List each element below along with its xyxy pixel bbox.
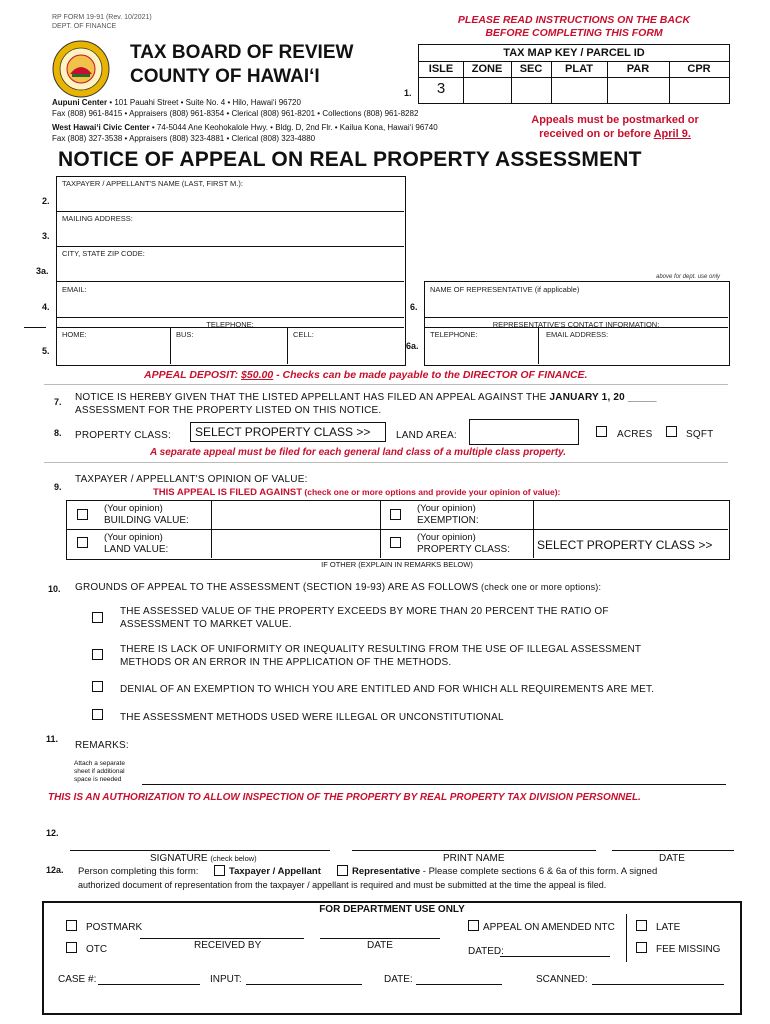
isle-value[interactable]: 3 <box>436 80 446 97</box>
cell-phone-input[interactable] <box>291 340 401 362</box>
item-6a-number: 6a. <box>406 341 419 351</box>
item-1-number: 1. <box>404 88 412 98</box>
received-by-label: RECEIVED BY <box>194 940 262 951</box>
aupuni-phones: Fax (808) 961-8415 • Appraisers (808) 961-8354 • Clerical (808) 961-8201 • Collections (808) 961-8282 <box>52 109 419 118</box>
grounds-note: (check one or more options): <box>478 582 602 592</box>
city-state-zip-input[interactable] <box>60 259 400 279</box>
scan-date-input[interactable] <box>416 984 502 985</box>
acres-checkbox[interactable] <box>596 426 607 437</box>
ground-illegal-checkbox[interactable] <box>92 709 103 720</box>
telephone-label: TELEPHONE: <box>206 320 254 329</box>
department-use-title: FOR DEPARTMENT USE ONLY <box>319 904 465 915</box>
property-class-label: PROPERTY CLASS: <box>75 430 171 441</box>
if-other-note: IF OTHER (EXPLAIN IN REMARKS BELOW) <box>321 560 473 569</box>
sqft-label: SQFT <box>686 429 714 440</box>
date-input[interactable] <box>612 850 734 851</box>
deposit-payable: - Checks can be made payable to the DIRECTOR OF FINANCE. <box>273 369 588 381</box>
aupuni-address: • 101 Pauahi Street • Suite No. 4 • Hilo, Hawai‘i 96720 <box>107 98 301 107</box>
late-checkbox[interactable] <box>636 920 647 931</box>
deposit-label: APPEAL DEPOSIT: <box>144 369 242 381</box>
zone-input[interactable] <box>464 78 510 102</box>
land-value-label: LAND VALUE: <box>104 544 169 555</box>
item-12-number: 12. <box>46 828 59 838</box>
email-input[interactable] <box>60 295 400 315</box>
otc-checkbox[interactable] <box>66 942 77 953</box>
tmk-col-zone: ZONE <box>471 63 503 75</box>
item-4-number: 4. <box>42 302 50 312</box>
main-title: NOTICE OF APPEAL ON REAL PROPERTY ASSESSMENT <box>58 148 642 171</box>
building-opinion-label: (Your opinion) <box>104 503 163 514</box>
ground-exemption-checkbox[interactable] <box>92 681 103 692</box>
notice-text-2: ASSESSMENT FOR THE PROPERTY LISTED ON THIS NOTICE. <box>75 405 382 416</box>
ground-value-exceeds-2: ASSESSMENT TO MARKET VALUE. <box>120 619 292 630</box>
exemption-checkbox[interactable] <box>390 509 401 520</box>
tmk-col-plat: PLAT <box>565 63 593 75</box>
separate-appeal-note: A separate appeal must be filed for each general land class of a multiple class property. <box>150 447 567 458</box>
item-7-number: 7. <box>54 397 62 407</box>
grounds-title: GROUNDS OF APPEAL TO THE ASSESSMENT (SECTION 19-93) ARE AS FOLLOWS <box>75 582 479 593</box>
sec-input[interactable] <box>512 78 550 102</box>
west-hawaii-address: • 74-5044 Ane Keohokalole Hwy. • Bldg. D, 2nd Flr. • Kailua Kona, Hawai‘i 96740 <box>149 123 438 132</box>
representative-note: - Please complete sections 6 & 6a of this form. A signed <box>420 866 658 877</box>
rep-telephone-input[interactable] <box>428 340 534 362</box>
land-area-input[interactable] <box>469 419 579 445</box>
plat-input[interactable] <box>552 78 606 102</box>
case-number-label: CASE #: <box>58 974 97 985</box>
rep-email-input[interactable] <box>542 340 724 362</box>
input-field[interactable] <box>246 984 362 985</box>
ground-illegal-text: THE ASSESSMENT METHODS USED WERE ILLEGAL OR UNCONSTITUTIONAL <box>120 712 504 723</box>
county-title: COUNTY OF HAWAI‘I <box>130 66 320 87</box>
rep-contact-label: REPRESENTATIVE'S CONTACT INFORMATION: <box>492 320 660 329</box>
ground-value-exceeds-checkbox[interactable] <box>92 612 103 623</box>
postmark-label: POSTMARK <box>86 922 143 933</box>
rep-email-label: EMAIL ADDRESS: <box>546 330 609 339</box>
item-5-number: 5. <box>42 346 50 356</box>
tmk-col-cpr: CPR <box>687 63 711 75</box>
ground-uniformity-checkbox[interactable] <box>92 649 103 660</box>
ground-uniformity-1: THERE IS LACK OF UNIFORMITY OR INEQUALITY RESULTING FROM THE USE OF ILLEGAL ASSESSMENT <box>120 644 642 655</box>
building-value-input[interactable] <box>213 502 378 527</box>
signature-input[interactable] <box>70 850 330 851</box>
attach-note-2: sheet if additional <box>74 768 125 775</box>
filed-against-label: THIS APPEAL IS FILED AGAINST <box>153 487 303 498</box>
postmark-deadline-1: Appeals must be postmarked or <box>531 114 699 126</box>
item-3-number: 3. <box>42 231 50 241</box>
remarks-input[interactable] <box>142 784 726 785</box>
mailing-address-label: MAILING ADDRESS: <box>62 214 133 223</box>
rep-telephone-label: TELEPHONE: <box>430 330 478 339</box>
item-3a-number: 3a. <box>36 266 49 276</box>
item-11-number: 11. <box>46 734 59 744</box>
par-input[interactable] <box>608 78 668 102</box>
exemption-opinion-label: (Your opinion) <box>417 503 476 514</box>
exemption-input[interactable] <box>535 502 726 527</box>
tmk-table <box>418 44 730 104</box>
tmk-col-sec: SEC <box>519 63 543 75</box>
date-label: DATE <box>659 853 685 864</box>
building-value-checkbox[interactable] <box>77 509 88 520</box>
scanned-label: SCANNED: <box>536 974 588 985</box>
representative-checkbox[interactable] <box>337 865 348 876</box>
dept-date-input[interactable] <box>320 938 440 939</box>
taxpayer-option-label: Taxpayer / Appellant <box>229 866 321 877</box>
notice-text: NOTICE IS HEREBY GIVEN THAT THE LISTED APPELLANT HAS FILED AN APPEAL AGAINST THE <box>75 392 550 403</box>
tmk-col-par: PAR <box>626 63 650 75</box>
fee-missing-checkbox[interactable] <box>636 942 647 953</box>
fee-missing-label: FEE MISSING <box>656 944 721 955</box>
tmk-title: TAX MAP KEY / PARCEL ID <box>503 47 645 59</box>
email-label: EMAIL: <box>62 285 87 294</box>
exemption-label: EXEMPTION: <box>417 515 479 526</box>
read-instructions-2: BEFORE COMPLETING THIS FORM <box>485 27 663 39</box>
scanned-input[interactable] <box>592 984 724 985</box>
taxpayer-name-input[interactable] <box>60 189 400 209</box>
land-value-checkbox[interactable] <box>77 537 88 548</box>
margin-mark <box>24 327 46 328</box>
property-class-select[interactable]: SELECT PROPERTY CLASS >> <box>190 422 386 442</box>
home-phone-input[interactable] <box>60 340 166 362</box>
dated-label: DATED: <box>468 946 504 957</box>
west-hawaii-name: West Hawai‘i Civic Center <box>52 123 150 132</box>
aupuni-name: Aupuni Center <box>52 98 108 107</box>
tmk-col-isle: ISLE <box>428 63 454 75</box>
postmark-date: April 9. <box>653 128 691 140</box>
land-opinion-label: (Your opinion) <box>104 532 163 543</box>
dept-use-note: above for dept. use only <box>656 274 721 280</box>
item-10-number: 10. <box>48 584 61 594</box>
authorization-notice: THIS IS AN AUTHORIZATION TO ALLOW INSPECTION OF THE PROPERTY BY REAL PROPERTY TAX DIVISION PERSONNEL. <box>48 792 641 803</box>
form-number: RP FORM 19-91 (Rev. 10/2021) <box>52 14 152 21</box>
ground-exemption-text: DENIAL OF AN EXEMPTION TO WHICH YOU ARE ENTITLED AND FOR WHICH ALL REQUIREMENTS ARE MET. <box>120 684 655 695</box>
item-12a-number: 12a. <box>46 865 64 875</box>
city-state-zip-label: CITY, STATE ZIP CODE: <box>62 249 145 258</box>
land-value-input[interactable] <box>213 531 378 556</box>
dept-date-label: DATE <box>367 940 393 951</box>
mailing-address-input[interactable] <box>60 224 400 244</box>
west-hawaii-phones: Fax (808) 327-3538 • Appraisers (808) 323-4881 • Clerical (808) 323-4880 <box>52 134 316 143</box>
late-label: LATE <box>656 922 681 933</box>
business-phone-input[interactable] <box>174 340 284 362</box>
postmark-checkbox[interactable] <box>66 920 77 931</box>
ground-value-exceeds-1: THE ASSESSED VALUE OF THE PROPERTY EXCEEDS BY MORE THAN 20 PERCENT THE RATIO OF <box>120 606 609 617</box>
dated-input[interactable] <box>500 956 610 957</box>
property-class-opinion-checkbox[interactable] <box>390 537 401 548</box>
ground-uniformity-2: METHODS OR AN ERROR IN THE APPLICATION OF THE METHODS. <box>120 657 452 668</box>
signature-label: SIGNATURE <box>150 853 208 864</box>
cell-phone-label: CELL: <box>293 330 314 339</box>
acres-label: ACRES <box>617 429 653 440</box>
amended-ntc-checkbox[interactable] <box>468 920 479 931</box>
home-phone-label: HOME: <box>62 330 87 339</box>
cpr-input[interactable] <box>670 78 728 102</box>
input-label: INPUT: <box>210 974 242 985</box>
read-instructions-1: PLEASE READ INSTRUCTIONS ON THE BACK <box>457 14 691 26</box>
item-2-number: 2. <box>42 196 50 206</box>
board-title: TAX BOARD OF REVIEW <box>130 42 354 63</box>
item-9-number: 9. <box>54 482 62 492</box>
postmark-deadline-2: received on or before <box>539 128 654 140</box>
rep-name-input[interactable] <box>428 295 724 315</box>
scan-date-label: DATE: <box>384 974 413 985</box>
prop-class-opinion-field-label: PROPERTY CLASS: <box>417 544 510 555</box>
assessment-year: JANUARY 1, 20 _____ <box>549 392 657 403</box>
item-8-number: 8. <box>54 428 62 438</box>
received-by-input[interactable] <box>140 938 304 939</box>
rep-name-label: NAME OF REPRESENTATIVE (if applicable) <box>430 285 580 294</box>
attach-note-3: space is needed <box>74 776 122 783</box>
county-seal-icon <box>52 40 110 98</box>
otc-label: OTC <box>86 944 108 955</box>
case-number-input[interactable] <box>98 984 200 985</box>
deposit-amount: $50.00 <box>241 369 274 381</box>
item-6-number: 6. <box>410 302 418 312</box>
land-area-label: LAND AREA: <box>396 430 457 441</box>
prop-class-opinion-label: (Your opinion) <box>417 532 476 543</box>
print-name-label: PRINT NAME <box>443 853 505 864</box>
representative-option-label: Representative <box>352 866 421 877</box>
print-name-input[interactable] <box>352 850 596 851</box>
attach-note-1: Attach a separate <box>74 760 125 767</box>
building-value-label: BUILDING VALUE: <box>104 515 189 526</box>
sqft-checkbox[interactable] <box>666 426 677 437</box>
business-phone-label: BUS: <box>176 330 194 339</box>
filed-against-note: (check one or more options and provide your opinion of value): <box>302 487 561 497</box>
remarks-label: REMARKS: <box>75 740 129 751</box>
completing-label: Person completing this form: <box>78 866 199 877</box>
opinion-property-class-select[interactable]: SELECT PROPERTY CLASS >> <box>537 538 713 552</box>
taxpayer-name-label: TAXPAYER / APPELLANT'S NAME (LAST, FIRST M.): <box>62 179 243 188</box>
department-use-box <box>42 901 742 1015</box>
representation-note: authorized document of representation from the taxpayer / appellant is required and must be submitted at the time the appeal is filed. <box>78 880 607 890</box>
taxpayer-checkbox[interactable] <box>214 865 225 876</box>
amended-ntc-label: APPEAL ON AMENDED NTC <box>483 922 615 933</box>
check-below-note: (check below) <box>210 854 257 863</box>
dept-label: DEPT. OF FINANCE <box>52 23 117 30</box>
opinion-title: TAXPAYER / APPELLANT'S OPINION OF VALUE: <box>75 474 308 485</box>
